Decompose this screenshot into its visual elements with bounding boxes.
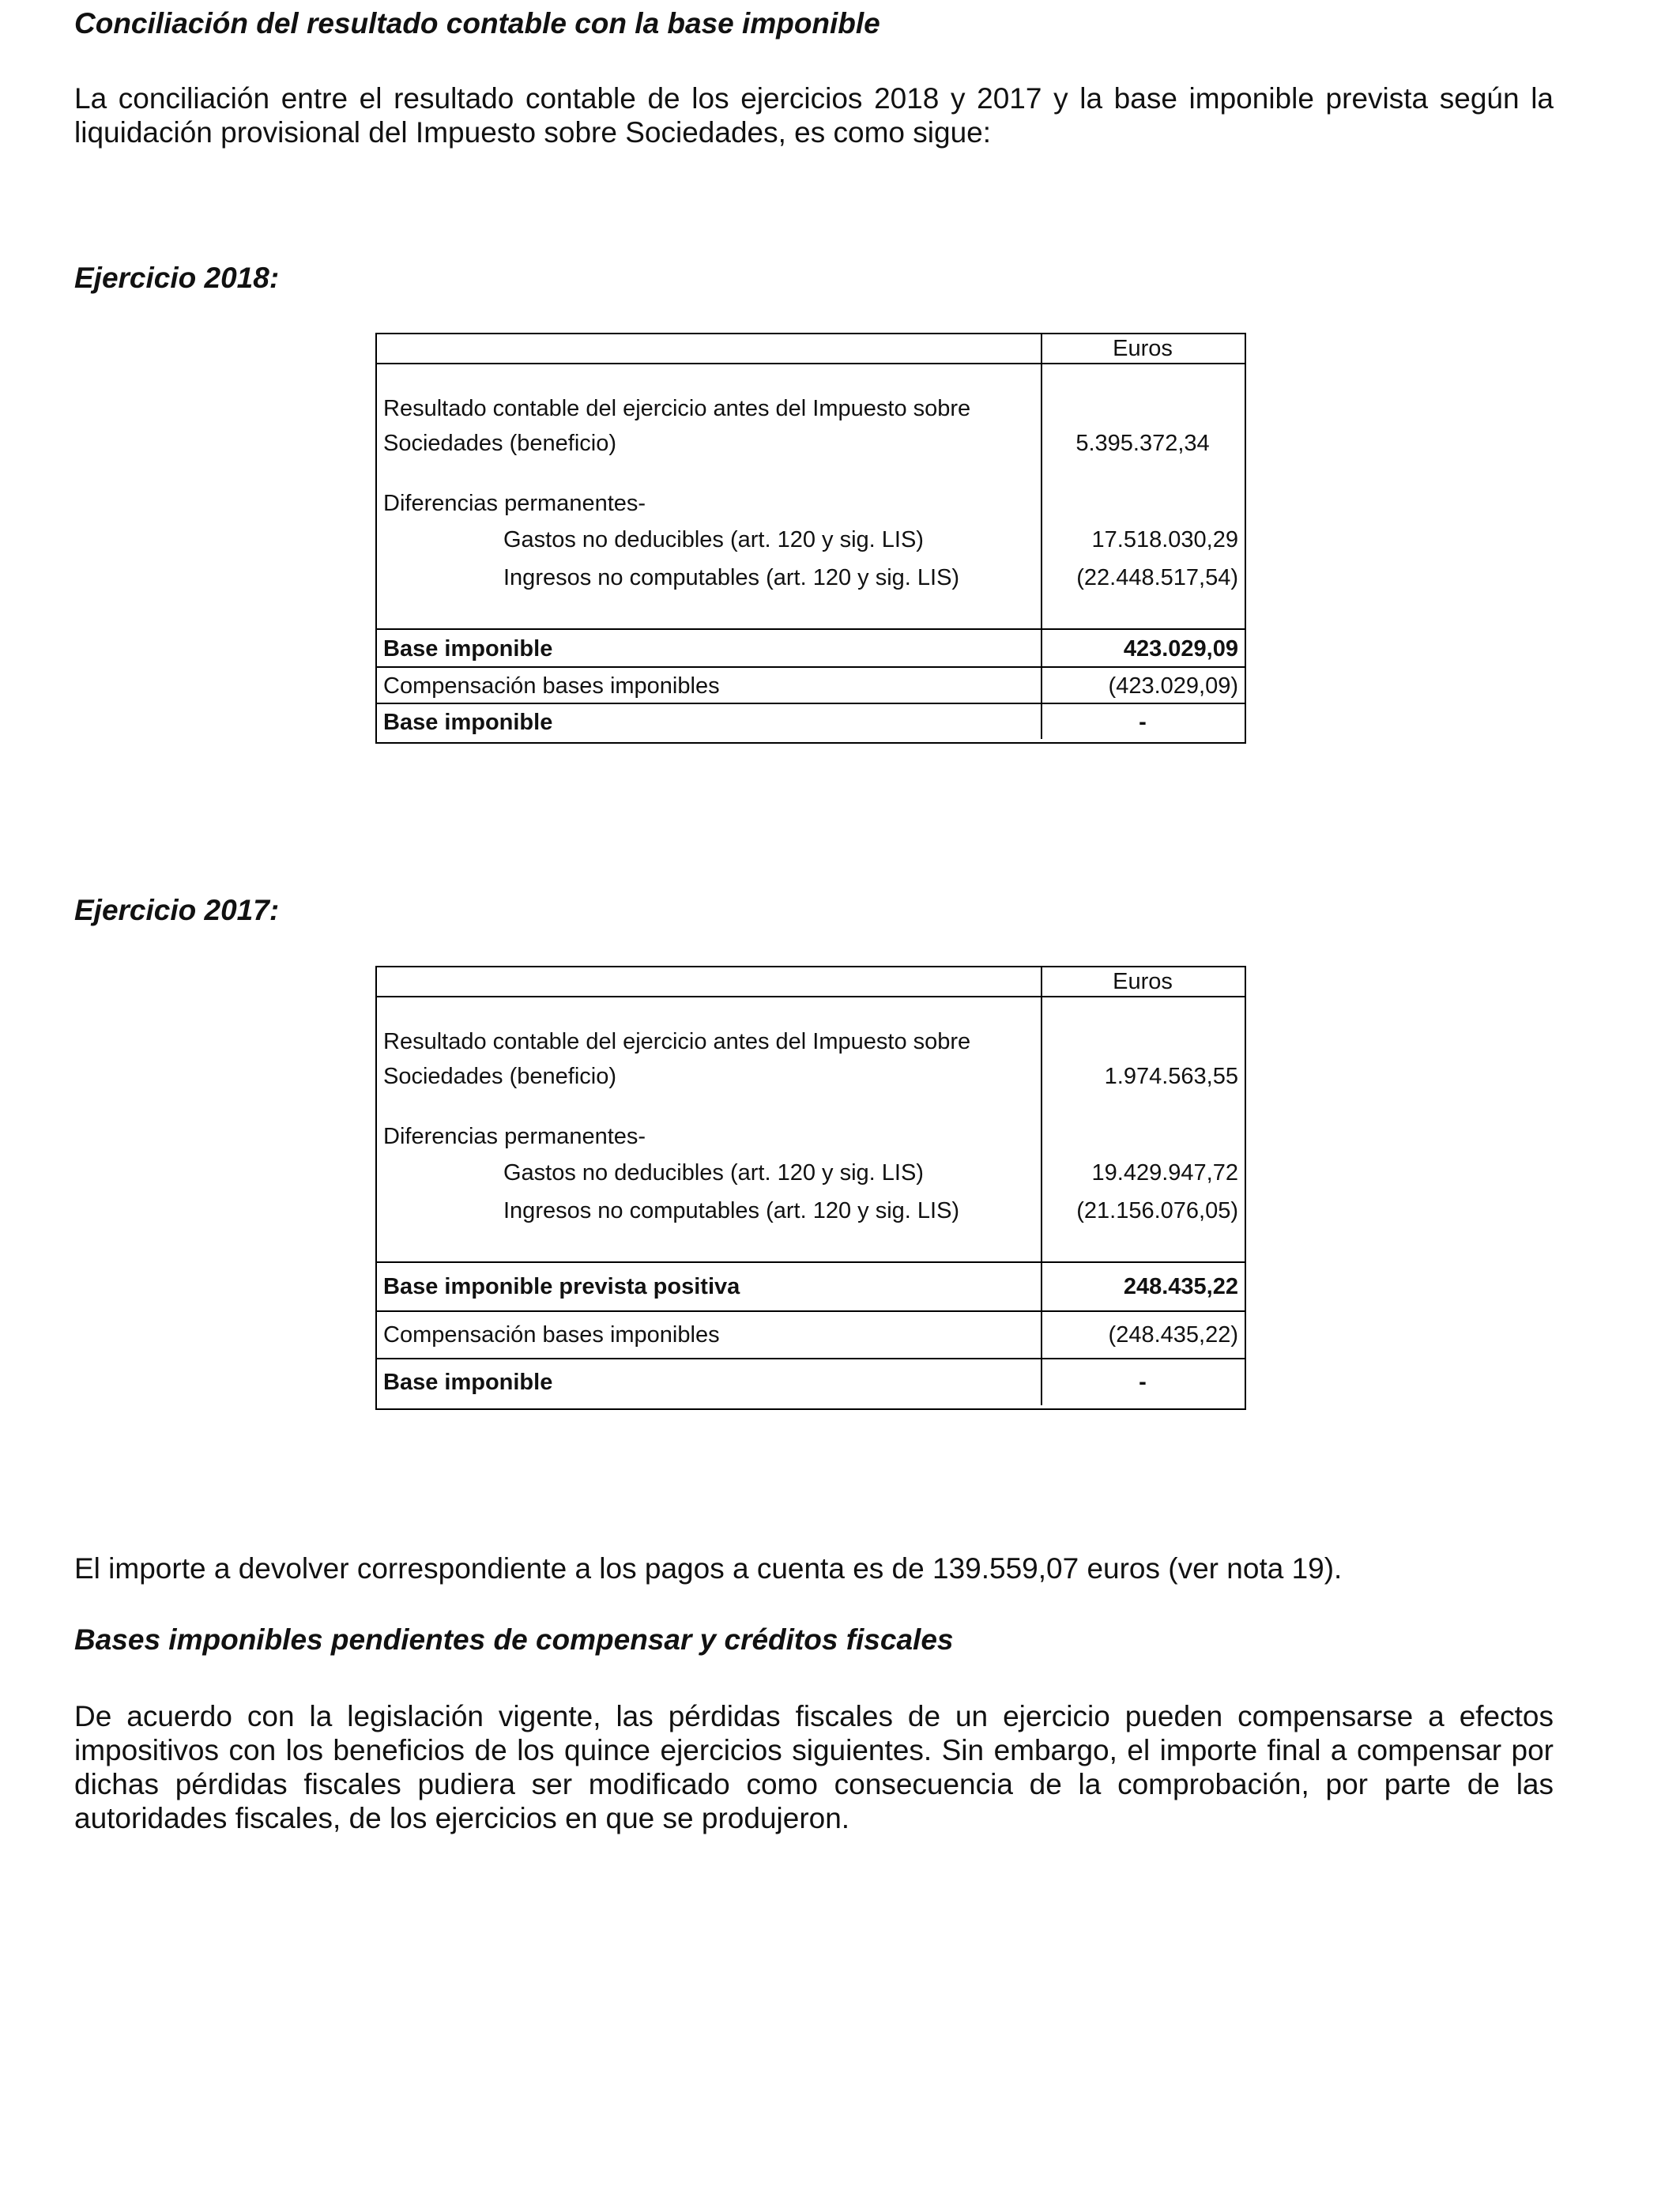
resultado-label-line2: Sociedades (beneficio): [383, 431, 617, 456]
diferencias-label: Diferencias permanentes-: [383, 1124, 646, 1149]
importe-paragraph: El importe a devolver correspondiente a los pagos a cuenta es de 139.559,07 euros (ver nota 19).: [74, 1552, 1343, 1585]
base-value: 423.029,09: [1123, 636, 1238, 662]
bases-paragraph: De acuerdo con la legislación vigente, las pérdidas fiscales de un ejercicio pueden compensarse a efectos impositivos con los beneficios de los quince ejercicios siguientes. Sin embargo, el importe final a compensar por dichas pérdidas fiscales pudiera ser modificado como consecuencia de la comprobación, por parte de las autoridades fiscales, de los ejercicios en que se produjeron.: [74, 1700, 1554, 1834]
currency-header: Euros: [1113, 969, 1173, 994]
resultado-label-line1: Resultado contable del ejercicio antes del Impuesto sobre: [383, 1029, 971, 1054]
ingresos-label: Ingresos no computables (art. 120 y sig. LIS): [503, 565, 960, 590]
diferencias-label: Diferencias permanentes-: [383, 491, 646, 516]
gastos-label: Gastos no deducibles (art. 120 y sig. LIS): [503, 1160, 924, 1186]
resultado-label-line1: Resultado contable del ejercicio antes del Impuesto sobre: [383, 396, 971, 421]
base-row: [377, 1261, 1245, 1310]
base-label: Base imponible prevista positiva: [383, 1274, 740, 1299]
compensacion-label: Compensación bases imponibles: [383, 1322, 720, 1348]
compensacion-row: [377, 666, 1245, 703]
resultado-label-line2: Sociedades (beneficio): [383, 1064, 617, 1089]
base-final-row: [377, 703, 1245, 739]
compensacion-value: (423.029,09): [1108, 673, 1238, 699]
compensacion-value: (248.435,22): [1108, 1322, 1238, 1348]
currency-header: Euros: [1113, 336, 1173, 361]
compensacion-row: [377, 1310, 1245, 1358]
base-final-label: Base imponible: [383, 710, 553, 735]
gastos-value: 17.518.030,29: [1091, 527, 1238, 552]
intro-paragraph: La conciliación entre el resultado contable de los ejercicios 2018 y 2017 y la base imponible prevista según la liquidación provisional del Impuesto sobre Sociedades, es como sigue:: [74, 82, 1554, 149]
base-final-label: Base imponible: [383, 1370, 553, 1395]
bases-title: Bases imponibles pendientes de compensar y créditos fiscales: [74, 1623, 954, 1656]
table-ejercicio-2017: [375, 966, 1246, 1410]
heading-ejercicio-2018: Ejercicio 2018:: [74, 262, 280, 294]
base-final-value: -: [1139, 1370, 1147, 1395]
gastos-value: 19.429.947,72: [1091, 1160, 1238, 1186]
table-header-row: [377, 967, 1245, 996]
base-label: Base imponible: [383, 636, 553, 662]
table-header-row: [377, 334, 1245, 363]
compensacion-label: Compensación bases imponibles: [383, 673, 720, 699]
ingresos-value: (22.448.517,54): [1076, 565, 1238, 590]
heading-ejercicio-2017: Ejercicio 2017:: [74, 894, 280, 926]
gastos-label: Gastos no deducibles (art. 120 y sig. LIS): [503, 527, 924, 552]
base-value: 248.435,22: [1123, 1274, 1238, 1299]
base-final-value: -: [1139, 710, 1147, 735]
ingresos-value: (21.156.076,05): [1076, 1198, 1238, 1223]
table-ejercicio-2018: [375, 333, 1246, 744]
resultado-value: 5.395.372,34: [1075, 431, 1210, 456]
resultado-value: 1.974.563,55: [1104, 1064, 1238, 1089]
table-body-section: [377, 363, 1245, 628]
base-final-row: [377, 1358, 1245, 1405]
table-body-section: [377, 996, 1245, 1261]
ingresos-label: Ingresos no computables (art. 120 y sig. LIS): [503, 1198, 960, 1223]
base-row: [377, 628, 1245, 666]
section-title: Conciliación del resultado contable con la base imponible: [74, 7, 880, 40]
